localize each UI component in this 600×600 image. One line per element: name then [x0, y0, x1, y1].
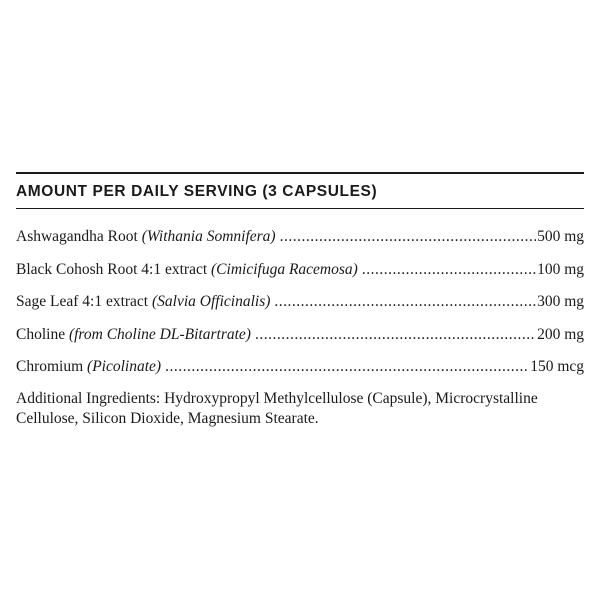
ingredient-name	[16, 259, 358, 281]
ingredient-common-name: Sage Leaf 4:1 extract	[16, 293, 152, 310]
ingredient-latin-name: (Cimicifuga Racemosa)	[211, 260, 358, 278]
ingredient-name	[16, 226, 276, 248]
ingredient-list	[16, 226, 584, 378]
ingredient-latin-name: (Withania Somnifera)	[141, 228, 276, 245]
ingredient-common-name: Choline	[16, 325, 69, 343]
ingredient-row	[16, 259, 584, 281]
ingredient-name	[16, 324, 251, 346]
ingredient-latin-name: (Salvia Officinalis)	[152, 293, 271, 310]
ingredient-row	[16, 356, 584, 378]
serving-heading: AMOUNT PER DAILY SERVING (3 CAPSULES)	[16, 183, 378, 200]
leader-dots	[362, 259, 536, 281]
ingredient-row	[16, 324, 584, 346]
ingredient-row	[16, 226, 584, 248]
leader-dots	[274, 291, 536, 313]
ingredient-common-name: Ashwagandha Root	[16, 228, 142, 245]
ingredient-amount: 100 mg	[537, 260, 584, 278]
leader-dots	[165, 356, 529, 378]
ingredient-latin-name: (from Choline DL-Bitartrate)	[68, 325, 251, 343]
ingredient-amount: 150 mcg	[530, 358, 584, 375]
ingredient-row	[16, 291, 584, 313]
supplement-facts-panel	[16, 172, 584, 429]
ingredient-amount: 200 mg	[537, 325, 584, 343]
ingredient-common-name: Black Cohosh Root 4:1 extract	[16, 260, 212, 278]
ingredient-name	[16, 356, 161, 378]
leader-dots	[280, 226, 536, 248]
heading-rule	[16, 208, 584, 209]
ingredient-latin-name: (Picolinate)	[87, 358, 162, 375]
ingredient-name	[16, 291, 270, 313]
ingredient-amount: 300 mg	[537, 293, 584, 310]
ingredient-amount: 500 mg	[537, 228, 584, 245]
leader-dots	[255, 324, 536, 346]
additional-ingredients: Additional Ingredients: Hydroxypropyl Methylcellulose (Capsule), Microcrystalline Cellulose, Silicon Dioxide, Magnesium Stearate.	[16, 389, 538, 427]
ingredient-common-name: Chromium	[16, 358, 88, 375]
